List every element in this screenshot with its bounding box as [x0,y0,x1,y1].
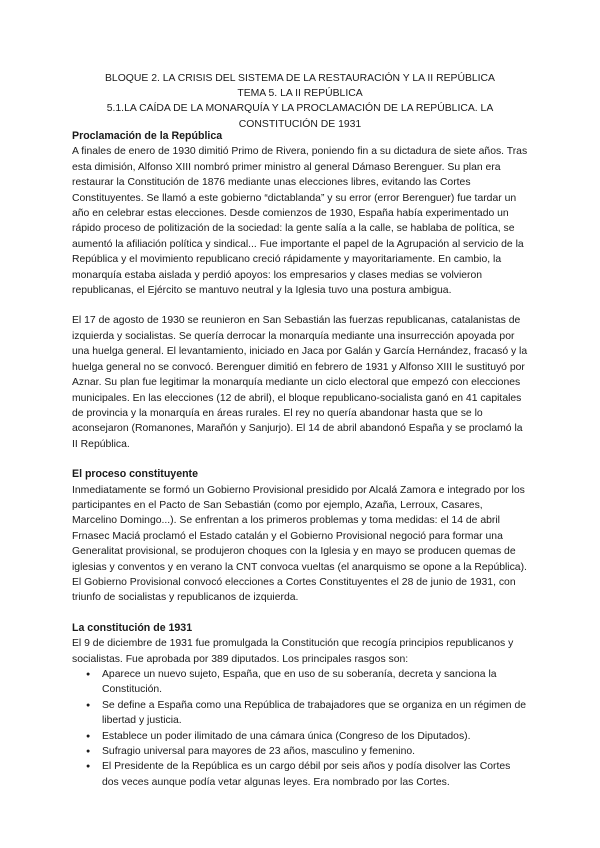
paragraph-constituyente-1: Inmediatamente se formó un Gobierno Provisional presidido por Alcalá Zamora e integrado por los participantes en el Pacto de San Sebastián (como por ejemplo, Azaña, Lerroux, Casares, Marcelino Domingo...). Se enfrentan a los primeros problemas y toma medidas: el 14 de abril Frnasec Maciá proclamó el Estado catalán y el Gobierno Provisional negoció para formar una Generalitat provisional, se produjeron choques con la Iglesia y en mayo se producen quemas de iglesias y conventos y en verano la CNT convoca vueltas (el anarquismo se opone a la República). El Gobierno Provisional convocó elecciones a Cortes Constituyentes el 28 de junio de 1931, con triunfo de socialistas y republicanos de izquierda. [72,484,527,604]
heading-proclamacion: Proclamación de la República [72,130,223,142]
paragraph-proclamacion-1: A finales de enero de 1930 dimitió Primo de Rivera, poniendo fin a su dictadura de siete años. Tras esta dimisión, Alfonso XIII nombró primer ministro al general Dámaso Berenguer. Su plan era restaurar la Constitución de 1876 mediante unas elecciones libres, evitando las Cortes Constituyentes. Se llamó a este gobierno “dictablanda” y su error (error Berenguer) fue tardar un año en celebrar estas elecciones. Desde comienzos de 1930, España había experimentado un rápido proceso de politización de la sociedad: la gente salía a la calle, se hablaba de política, se aumentó la afiliación política y sindical... Fue importante el papel de la Agrupación al servicio de la República y el movimiento republicano creció rápidamente y mayoritariamente. En cambio, la monarquía estaba aislada y perdió apoyos: los empresarios y clases medias se volvieron republicanas, el Ejército se mantuvo neutral y la Iglesia tuvo una postura ambigua. [72,146,528,297]
paragraph-constitucion-1: El 9 de diciembre de 1931 fue promulgada la Constitución que recogía principios republicanos y socialistas. Fue aprobada por 389 diputados. Los principales rasgos son: [72,638,514,665]
document-header [72,71,528,132]
header-topic-title: TEMA 5. LA II REPÚBLICA [237,88,363,100]
list-item: ● Aparece un nuevo sujeto, España, que en uso de su soberanía, decreta y sanciona la Constitución. [102,667,528,698]
heading-constitucion: La constitución de 1931 [72,621,193,634]
header-section-title-cont: CONSTITUCIÓN DE 1931 [238,118,362,130]
header-section-title: 5.1.LA CAÍDA DE LA MONARQUÍA Y LA PROCLAMACIÓN DE LA REPÚBLICA. LA [106,103,494,115]
list-item: ● Sufragio universal para mayores de 23 años, masculino y femenino. [102,744,528,759]
constitution-features-list [72,667,528,790]
list-item: ● Establece un poder ilimitado de una cámara única (Congreso de los Diputados). [102,729,528,744]
list-item: ● El Presidente de la República es un cargo débil por seis años y podía disolver las Cortes dos veces aunque podía vetar algunas leyes. Era nombrado por las Cortes. [102,759,528,790]
header-block-title: BLOQUE 2. LA CRISIS DEL SISTEMA DE LA RESTAURACIÓN Y LA II REPÚBLICA [105,73,495,84]
list-item: ● Se define a España como una República de trabajadores que se organiza en un régimen de libertad y justicia. [102,698,528,729]
spacer [72,298,528,313]
paragraph-proclamacion-2: El 17 de agosto de 1930 se reunieron en San Sebastián las fuerzas republicanas, catalanistas de izquierda y socialistas. Se quería derrocar la monarquía mediante una insurrección apoyada por una huelga general. El levantamiento, iniciado en Jaca por Galán y García Hernández, fracasó y la huelga general no se convocó. Berenguer dimitió en febrero de 1931 y Alfonso XIII le sustituyó por Aznar. Su plan fue legitimar la monarquía mediante un ciclo electoral que empezó con elecciones municipales. En las elecciones (12 de abril), el bloque republicano-socialista ganó en 41 capitales de provincia y la monarquía en áreas rurales. El rey no quería abandonar hasta que se lo aconsejaron (Romanones, Marañón y Sanjurjo). El 14 de abril abandonó España y se proclamó la II República. [72,315,528,450]
heading-constituyente: El proceso constituyente [72,468,198,481]
spacer [72,606,528,621]
spacer [72,452,528,467]
document-body [72,129,528,790]
